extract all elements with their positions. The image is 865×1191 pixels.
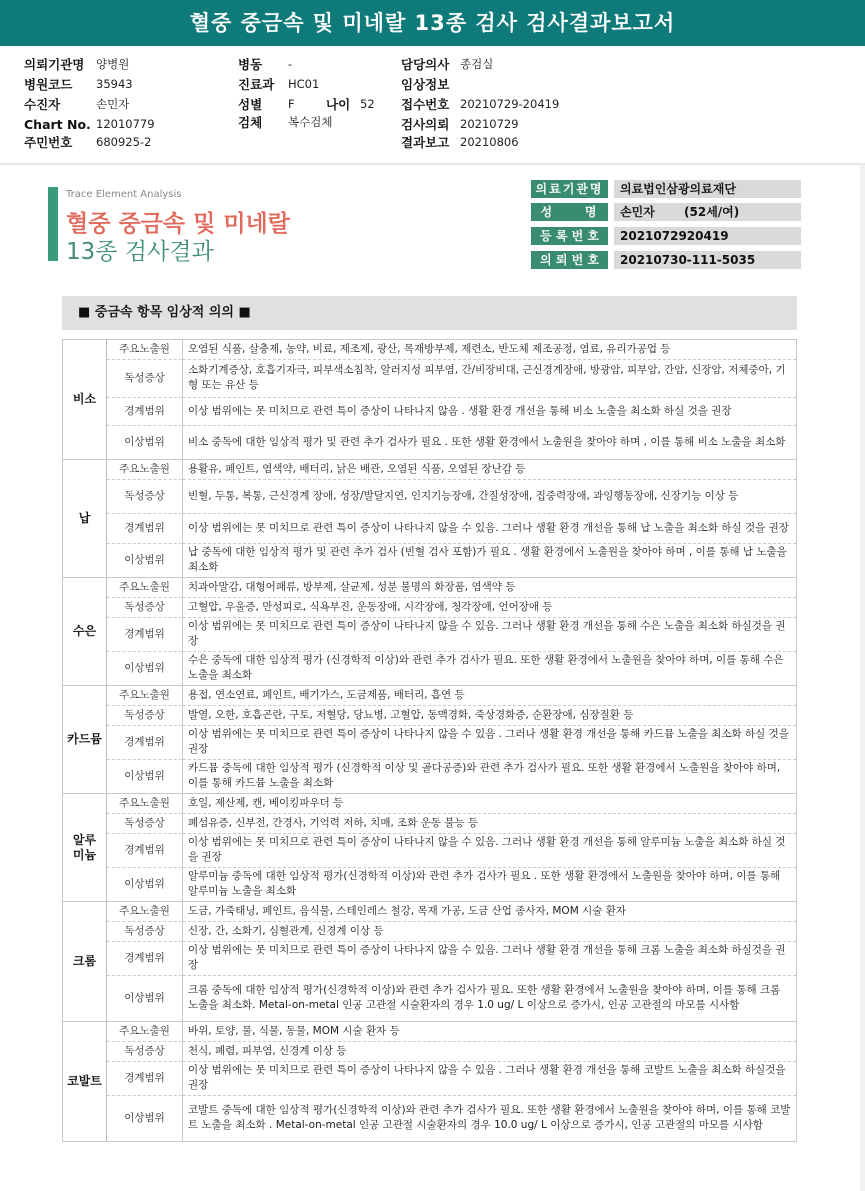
category-label: 이상범위 [107, 426, 183, 460]
patient-header [0, 46, 865, 163]
info-value: 손민자 (52세/여) [614, 203, 801, 221]
category-label: 주요노출원 [107, 340, 183, 360]
category-description: 바위, 토양, 물, 식물, 동물, MOM 시술 환자 등 [183, 1022, 797, 1042]
category-label: 주요노출원 [107, 460, 183, 480]
category-label: 주요노출원 [107, 1022, 183, 1042]
metal-name: 비소 [63, 340, 107, 460]
table-row [63, 942, 797, 976]
info-row-registration [531, 227, 801, 245]
header-label-department: 진료과 [238, 77, 275, 92]
category-label: 이상범위 [107, 1096, 183, 1142]
category-description: 이상 범위에는 못 미치므로 관련 특이 증상이 나타나지 않을 수 있음 . 그러나 생활 환경 개선을 통해 코발트 노출을 최소화 하실것을 권장 [183, 1062, 797, 1096]
table-row [63, 760, 797, 794]
category-label: 이상범위 [107, 976, 183, 1022]
category-description: 알루미늄 중독에 대한 임상적 평가(신경학적 이상)와 관련 추가 검사가 필요 . 또한 생활 환경에서 노출원을 찾아야 하며, 이를 통해 알루미늄 노출을 최소화 [183, 868, 797, 902]
metal-name: 알루 미늄 [63, 794, 107, 902]
header-value-age: 52 [360, 97, 375, 111]
category-label: 경계범위 [107, 398, 183, 426]
metal-name: 코발트 [63, 1022, 107, 1142]
header-label-specimen: 검체 [238, 115, 263, 130]
header-value-request-date: 20210729 [460, 117, 519, 131]
table-row [63, 618, 797, 652]
category-label: 독성증상 [107, 706, 183, 726]
category-label: 이상범위 [107, 544, 183, 578]
header-label-doctor: 담당의사 [401, 57, 450, 72]
header-value-chart-no: 12010779 [96, 117, 155, 131]
category-description: 수은 중독에 대한 임상적 평가 (신경학적 이상)와 관련 추가 검사가 필요. 또한 생활 환경에서 노출원을 찾아야 하며, 이를 통해 수은 노출을 최소화 [183, 652, 797, 686]
category-label: 독성증상 [107, 360, 183, 398]
header-label-clinical-info: 임상정보 [401, 77, 450, 92]
category-description: 용활유, 페인트, 염색약, 배터리, 낡은 배관, 오염된 식품, 오염된 장난감 등 [183, 460, 797, 480]
table-row [63, 544, 797, 578]
category-description: 이상 범위에는 못 미치므로 관련 특이 증상이 나타나지 않을 수 있음. 그러나 생활 환경 개선을 통해 알루미늄 노출을 최소화 하실 것을 권장 [183, 834, 797, 868]
category-label: 독성증상 [107, 814, 183, 834]
category-label: 독성증상 [107, 598, 183, 618]
page-edge [860, 165, 865, 1191]
table-row [63, 360, 797, 398]
category-description: 고혈압, 우울증, 만성피로, 식욕부진, 운동장애, 시각장애, 청각장애, 언어장애 등 [183, 598, 797, 618]
info-label: 의료기관명 [531, 180, 608, 198]
header-label-hospital-code: 병원코드 [24, 77, 73, 92]
category-label: 주요노출원 [107, 686, 183, 706]
category-label: 주요노출원 [107, 902, 183, 922]
report-title-line2: 13종 검사결과 [66, 239, 214, 265]
header-label-patient: 수진자 [24, 97, 61, 112]
metal-name: 크롬 [63, 902, 107, 1022]
table-row [63, 726, 797, 760]
metal-name: 카드뮴 [63, 686, 107, 794]
category-label: 독성증상 [107, 480, 183, 514]
table-row [63, 976, 797, 1022]
header-value-report-date: 20210806 [460, 135, 519, 149]
category-description: 소화기계증상, 호흡기자극, 피부색소침착, 알러지성 피부염, 간/비장비대, 근신경계장애, 방광암, 피부암, 간암, 신장암, 저체중아, 기형 또는 유산 등 [183, 360, 797, 398]
category-label: 이상범위 [107, 652, 183, 686]
report-title-line1: 혈중 중금속 및 미네랄 [66, 211, 290, 237]
category-description: 발열, 오한, 호흡곤란, 구토, 저혈당, 당뇨병, 고혈압, 동맥경화, 죽상경화증, 순환장애, 심장질환 등 [183, 706, 797, 726]
table-row [63, 686, 797, 706]
category-label: 경계범위 [107, 514, 183, 544]
table-row [63, 1042, 797, 1062]
table-row [63, 598, 797, 618]
table-row [63, 460, 797, 480]
header-label-ward: 병동 [238, 57, 263, 72]
category-description: 이상 범위에는 못 미치므로 관련 특이 증상이 나타나지 않을 수 있음 . 그러나 생활 환경 개선을 통해 카드뮴 노출을 최소화 하실 것을 권장 [183, 726, 797, 760]
header-value-hospital-code: 35943 [96, 77, 133, 91]
info-label: 성 명 [531, 203, 608, 221]
category-description: 호일, 제산제, 캔, 베이킹파우더 등 [183, 794, 797, 814]
category-label: 독성증상 [107, 922, 183, 942]
category-description: 빈혈, 두통, 복통, 근신경계 장애, 성장/발달지연, 인지기능장애, 간질성장애, 집중력장애, 과잉행동장애, 신장기능 이상 등 [183, 480, 797, 514]
heavy-metal-table [62, 339, 797, 1142]
category-description: 용접, 연소연료, 페인트, 배기가스, 도금제품, 배터리, 흡연 등 [183, 686, 797, 706]
category-description: 코발트 중독에 대한 임상적 평가(신경학적 이상)와 관련 추가 검사가 필요. 또한 생활 환경에서 노출원을 찾아야 하며, 이를 통해 코발트 노출을 최소화 . Metal-on-metal 인공 고관절 시술환자의 경우 10.0 ug/ L 이상으로 증가시, 인공 고관절의 마모를 시사함 [183, 1096, 797, 1142]
category-label: 경계범위 [107, 726, 183, 760]
header-label-institution: 의뢰기관명 [24, 57, 85, 72]
table-row [63, 1062, 797, 1096]
table-row [63, 340, 797, 360]
title-accent-bar [48, 187, 58, 261]
report-banner-title: 혈중 중금속 및 미네랄 13종 검사 검사결과보고서 [0, 0, 865, 46]
table-row [63, 814, 797, 834]
category-description: 비소 중독에 대한 임상적 평가 및 관련 추가 검사가 필요 . 또한 생활 환경에서 노출원을 찾아야 하며 , 이를 통해 비소 노출을 최소화 [183, 426, 797, 460]
table-row [63, 426, 797, 460]
category-description: 도금, 가죽태닝, 페인트, 음식물, 스테인레스 철강, 목재 가공, 도금 산업 종사자, MOM 시술 환자 [183, 902, 797, 922]
category-description: 크롬 중독에 대한 임상적 평가(신경학적 이상)와 관련 추가 검사가 필요. 또한 생활 환경에서 노출원을 찾아야 하며, 이를 통해 크롬 노출을 최소화. Metal-on-metal 인공 고관절 시술환자의 경우 1.0 ug/ L 이상으로 증가시, 인공 고관절의 마모를 시사함 [183, 976, 797, 1022]
table-row [63, 1096, 797, 1142]
category-label: 경계범위 [107, 942, 183, 976]
info-value: 2021072920419 [614, 227, 801, 245]
table-row [63, 1022, 797, 1042]
category-label: 주요노출원 [107, 794, 183, 814]
category-description: 이상 범위에는 못 미치므로 관련 특이 증상이 나타나지 않을 수 있음. 그러나 생활 환경 개선을 통해 크롬 노출을 최소화 하실것을 권장 [183, 942, 797, 976]
header-value-doctor: 종검실 [460, 57, 494, 71]
header-label-chart-no: Chart No. [24, 117, 91, 132]
category-description: 신장, 간, 소화기, 심혈관계, 신경계 이상 등 [183, 922, 797, 942]
table-row [63, 922, 797, 942]
category-description: 이상 범위에는 못 미치므로 관련 특이 증상이 나타나지 않음 . 생활 환경 개선을 통해 비소 노출을 최소화 하실 것을 권장 [183, 398, 797, 426]
table-row [63, 706, 797, 726]
header-value-specimen: 복수검체 [288, 115, 333, 129]
header-value-resident-no: 680925-2 [96, 135, 152, 149]
category-label: 주요노출원 [107, 578, 183, 598]
category-label: 경계범위 [107, 1062, 183, 1096]
header-label-sex: 성별 [238, 97, 263, 112]
table-row [63, 480, 797, 514]
header-value-ward: - [288, 57, 293, 71]
table-row [63, 398, 797, 426]
category-description: 오염된 식품, 살충제, 농약, 비료, 제조제, 광산, 목재방부제, 제련소, 반도체 제조공정, 염료, 유리가공업 등 [183, 340, 797, 360]
header-label-age: 나이 [326, 97, 351, 112]
metal-name: 납 [63, 460, 107, 578]
category-description: 천식, 폐렴, 피부염, 신경계 이상 등 [183, 1042, 797, 1062]
category-description: 이상 범위에는 못 미치므로 관련 특이 증상이 나타나지 않을 수 있음. 그러나 생활 환경 개선을 통해 수은 노출을 최소화 하실것을 권장 [183, 618, 797, 652]
category-label: 경계범위 [107, 834, 183, 868]
category-label: 이상범위 [107, 868, 183, 902]
category-label: 독성증상 [107, 1042, 183, 1062]
table-row [63, 652, 797, 686]
category-description: 폐섬유증, 신부전, 간경사, 기억력 저하, 치매, 조화 운동 불능 등 [183, 814, 797, 834]
table-row [63, 902, 797, 922]
info-label: 등 록 번 호 [531, 227, 608, 245]
category-description: 카드뮴 중독에 대한 임상적 평가 (신경학적 이상 및 골다공증)와 관련 추가 검사가 필요. 또한 생활 환경에서 노출원을 찾아야 하며, 이를 통해 카드뮴 노출을 최소화 [183, 760, 797, 794]
info-label: 의 뢰 번 호 [531, 251, 608, 269]
report-subtitle-en: Trace Element Analysis [66, 189, 182, 200]
header-value-patient: 손민자 [96, 97, 130, 111]
category-label: 경계범위 [107, 618, 183, 652]
header-value-institution: 양병원 [96, 57, 130, 71]
header-label-resident-no: 주민번호 [24, 135, 73, 150]
header-value-sex: F [288, 97, 295, 111]
header-label-request-date: 검사의뢰 [401, 117, 450, 132]
info-row-request [531, 251, 801, 269]
info-value: 20210730-111-5035 [614, 251, 801, 269]
info-value: 의료법인삼광의료재단 [614, 180, 801, 198]
table-row [63, 514, 797, 544]
category-label: 이상범위 [107, 760, 183, 794]
table-row [63, 834, 797, 868]
table-row [63, 868, 797, 902]
table-row [63, 578, 797, 598]
category-description: 이상 범위에는 못 미치므로 관련 특이 증상이 나타나지 않을 수 있음. 그러나 생활 환경 개선을 통해 납 노출을 최소화 하실 것을 권장 [183, 514, 797, 544]
section-title: ■ 중금속 항목 임상적 의의 ■ [62, 296, 797, 330]
info-row-institution [531, 180, 801, 198]
metal-name: 수은 [63, 578, 107, 686]
category-description: 치과아말감, 대형어패류, 방부제, 살균제, 성분 불명의 화장품, 염색약 등 [183, 578, 797, 598]
info-row-name [531, 203, 801, 221]
header-value-department: HC01 [288, 77, 320, 91]
header-label-report-date: 결과보고 [401, 135, 450, 150]
table-row [63, 794, 797, 814]
header-value-receipt-no: 20210729-20419 [460, 97, 560, 111]
category-description: 납 중독에 대한 임상적 평가 및 관련 추가 검사 (빈혈 검사 포함)가 필요 . 생활 환경에서 노출원을 찾아야 하며 , 이를 통해 납 노출을 최소화 [183, 544, 797, 578]
header-label-receipt-no: 접수번호 [401, 97, 450, 112]
